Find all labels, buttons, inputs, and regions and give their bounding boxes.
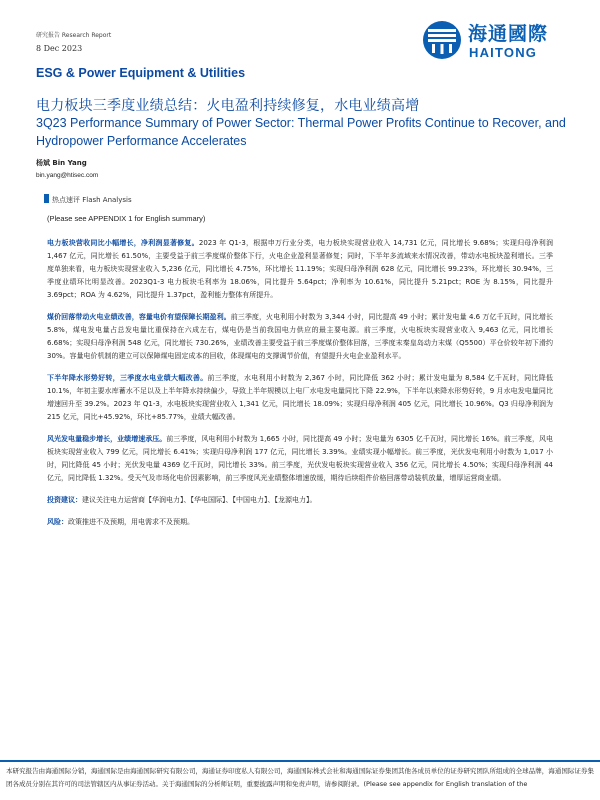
title-english: 3Q23 Performance Summary of Power Sector: Thermal Power Profits Continue to Recover, and Hydropower Performance Accelerates bbox=[36, 116, 566, 148]
paragraph-text: 前三季度，火电利用小时数为 3,344 小时，同比提高 49 小时；累计发电量 4.6 万亿千瓦时，同比增长 5.8%，煤电发电量占总发电量比重保持在六成左右，煤电仍是当前我国电力供应的最主要电源。前三季度，火电板块实现营业收入 9,463 亿元，同比增长 6.68%；实现归母净利润 548 亿元，同比增长 730.26%，业绩改善主要受益于前三季度煤价整体回落，三季度末秦皇岛动力末煤（Q5500）平仓价较年初下滑约 30%。容量电价机制的建立可以保障煤电固定成本的回收，体现煤电的支撑调节价值，有望提升火电企业盈利水平。 bbox=[47, 313, 553, 360]
footer-disclaimer: 本研究报告由海通国际分销，海通国际是由海通国际研究有限公司，海通证券印度私人有限公司，海通国际株式会社和海通国际证券集团其他各成员单位的证券研究团队所组成的全球品牌，海通国际证券集团各成员分别在其许可的司法管辖区内从事证券活动。关于海通国际的分析师证明，重要披露声明和免责声明，请参阅附录。(Please see appendix for English translation of the bbox=[6, 767, 594, 788]
haitong-logo-icon bbox=[422, 20, 462, 60]
paragraph-lead: 下半年降水形势好转，三季度水电业绩大幅改善。 bbox=[47, 374, 208, 382]
paragraph-sector-overview bbox=[47, 237, 553, 302]
author-email[interactable]: bin.yang@htisec.com bbox=[36, 172, 99, 179]
paragraph-investment-advice bbox=[47, 494, 553, 507]
paragraph-thermal-power bbox=[47, 311, 553, 363]
haitong-logo bbox=[422, 18, 564, 62]
report-body bbox=[47, 237, 553, 538]
paragraph-wind-solar bbox=[47, 433, 553, 485]
paragraph-lead: 风险： bbox=[47, 518, 68, 526]
sector-heading: ESG & Power Equipment & Utilities bbox=[36, 66, 246, 80]
paragraph-lead: 投资建议： bbox=[47, 496, 82, 504]
report-type-label: 研究报告 Research Report bbox=[36, 32, 112, 39]
flash-marker-icon bbox=[44, 194, 49, 203]
paragraph-text: 2023 年 Q1-3，根据申万行业分类，电力板块实现营业收入 14,731 亿元，同比增长 9.68%；实现归母净利润 1,467 亿元，同比增长 61.50%，主要受益于前三季度煤价整体下行，火电企业盈利显著修复；同时，下半年多流域来水情况改善，带动水电板块盈利增长。三季度单独来看，电力板块实现营业收入 5,236 亿元，同比增长 4.75%，环比增长 11.19%；实现归母净利润 628 亿元，同比增长 99.23%，环比增长 30.94%，三季度业绩环比明显改善。2023Q1-3 电力板块毛利率为 18.06%，同比提升 5.64pct；净利率为 10.61%，同比提升 5.21pct；ROE 为 8.15%，同比提升 3.69pct；ROA 为 4.62%，同比提升 1.37pct，盈利能力整体有所提升。 bbox=[47, 239, 553, 299]
paragraph-text: 建议关注电力运营商【华润电力】、【华电国际】、【中国电力】、【龙源电力】。 bbox=[82, 496, 317, 504]
flash-analysis-label: 热点速评 Flash Analysis bbox=[52, 196, 132, 204]
author-name: 杨斌 Bin Yang bbox=[36, 159, 87, 167]
paragraph-hydropower bbox=[47, 372, 553, 424]
appendix-note: (Please see APPENDIX 1 for English summary) bbox=[47, 214, 206, 223]
report-date: 8 Dec 2023 bbox=[36, 44, 83, 53]
paragraph-lead: 电力板块营收同比小幅增长，净利润显著修复。 bbox=[47, 239, 199, 247]
paragraph-text: 前三季度，风电利用小时数为 1,665 小时，同比提高 49 小时；发电量为 6305 亿千瓦时，同比增长 16%。前三季度，风电板块实现营业收入 799 亿元，同比增长 6.41%；实现归母净利润 177 亿元，同比增长 3.39%。业绩实现小幅增长。前三季度，光伏发电利用小时数为 1,017 小时，同比降低 45 小时；光伏发电量 4369 亿千瓦时，同比增长 33%。前三季度，光伏发电板块实现营业收入 356 亿元，同比增长 4.50%；实现归母净利润 44 亿元，同比降低 1.32%。受天气及市场化电价因素影响，前三季度风光业绩整体增速放缓，期待后续组件价格回落带动装机放量，增厚运营商业绩。 bbox=[47, 435, 553, 482]
paragraph-lead: 风光发电量稳步增长，业绩增速承压。 bbox=[47, 435, 167, 443]
paragraph-lead: 煤价回落带动火电业绩改善，容量电价有望保障长期盈利。 bbox=[47, 313, 231, 321]
title-chinese: 电力板块三季度业绩总结：火电盈利持续修复，水电业绩高增 bbox=[36, 98, 420, 114]
paragraph-risk bbox=[47, 516, 553, 529]
logo-text-cn: 海通國際 bbox=[468, 23, 549, 45]
logo-text-en: HAITONG bbox=[469, 45, 538, 60]
footer-divider bbox=[0, 760, 600, 762]
paragraph-text: 前三季度，水电利用小时数为 2,367 小时，同比降低 362 小时；累计发电量为 8,584 亿千瓦时，同比降低 10.1%，年初主要水库蓄水不足以及上半年降水持续偏少，导致上半年规模以上电厂水电发电量同比下降 22.9%，下半年以来降水形势好转，9 月水电发电量同比增速回升至 39.2%。2023 年 Q1-3，水电板块实现营业收入 1,341 亿元，同比增长 18.09%；实现归母净利润 405 亿元，同比增长 10.96%。Q3 归母净利润为 215 亿元，同比+45.92%，环比+85.77%，业绩大幅改善。 bbox=[47, 374, 553, 421]
paragraph-text: 政策推进不及预期，用电需求不及预期。 bbox=[68, 518, 194, 526]
